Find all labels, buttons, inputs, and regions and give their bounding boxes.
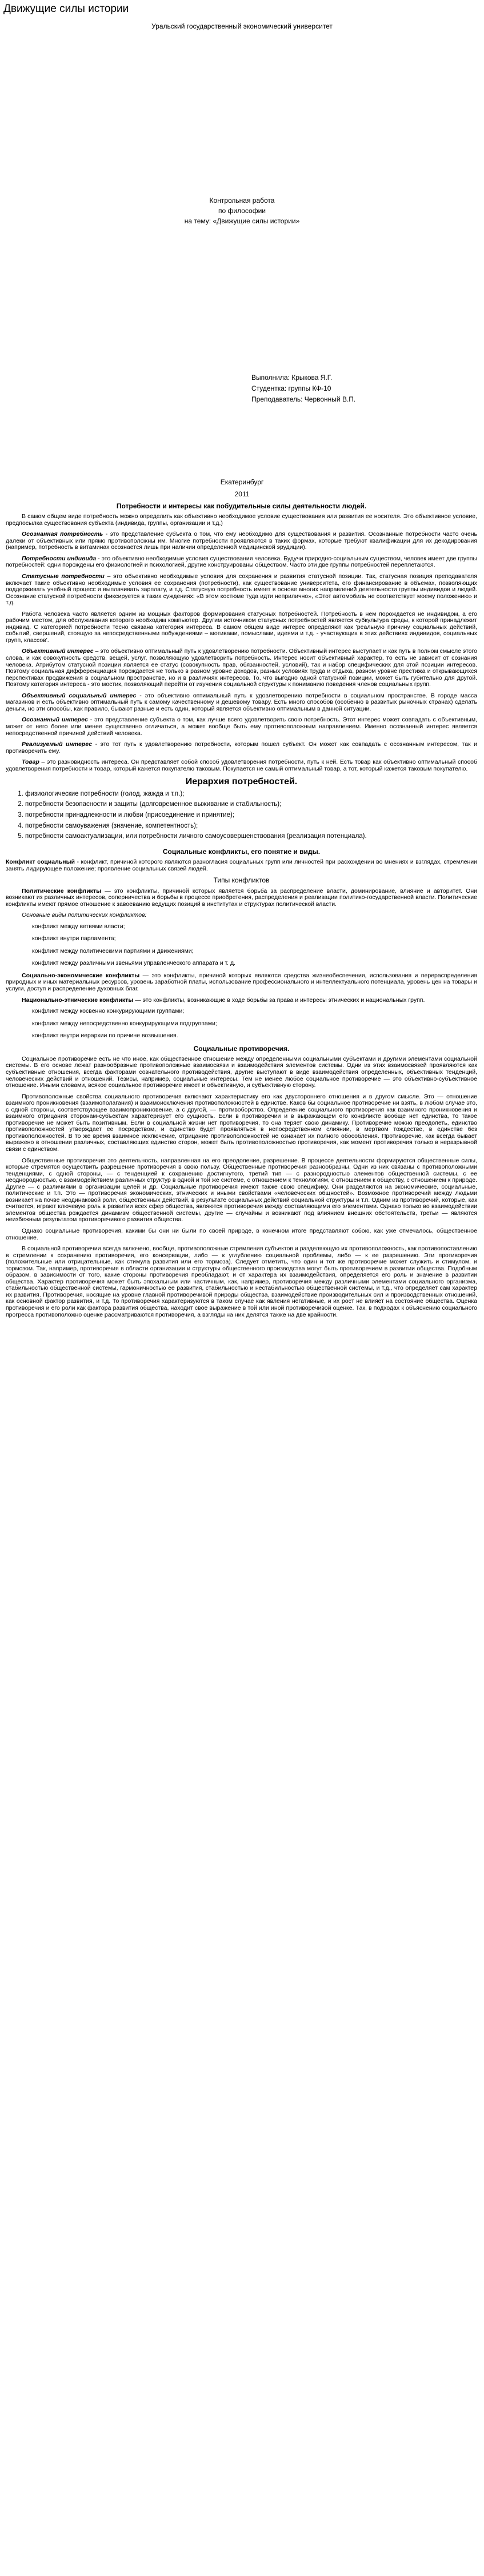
- conflict-definition-text: - конфликт, причиной которого являются разногласия социальных групп или личностей при расхождении во мнениях и взглядах, стремлении занять лидирующее положение; проявление социальных связей людей.: [6, 858, 477, 872]
- paragraph-text: - это объективно необходимые условия существования человека. Будучи природно-социальным существом, человек имеет две группы потребностей: одни порождены его физиологией и психологией, другие конструированы обществом. Часто эти две группы потребностей переплетаются.: [6, 555, 477, 569]
- conflicts-title: Социальные конфликты, его понятие и виды.: [162, 848, 321, 856]
- year-line: 2011: [234, 490, 250, 498]
- paragraph-term: Реализуемый интерес: [22, 741, 93, 748]
- ethnic-term: Национально-этнические конфликты: [22, 996, 134, 1004]
- socioeconomic-text: — это конфликты, причиной которых являются средства жизнеобеспечения, использования и перераспределения природных и иных материальных ресурсов, уровень заработной платы, использование профессионального и интеллектуального потенциала, уровень цен на товары и услуги, доступ и распределение духовных благ.: [6, 972, 478, 992]
- needs-paragraph: [6, 556, 477, 569]
- hierarchy-item: 2. потребности безопасности и защиты (долговременное выживание и стабильность);: [25, 801, 477, 808]
- paragraph-text: – это объективно оптимальный путь к удовлетворению потребности. Объективный интерес выступает и как путь в полном смысле этого слова, и как совокупность средств, вещей, услуг, позволяющую удовлетворить потребность. Интерес носит объективный характер, то есть не зависит от сознания человека. Атрибутом статусной позиции является ее статус (совокупность прав, обязанностей, условий), так и набор специфических для этой позиции интересов. Поэтому социальная дифференциация порождается не только в разном уровне доходов, разных условиях труда и отдыха, разном уровне престижа и открывающихся перспективах продвижения в социальном пространстве, но и в различиях интересов. То, что выгодно одной статусной позиции, может быть губительно для другой. Поэтому категория интереса - это мостик, позволяющий перейти от изучения социальной структуры к пониманию поведения членов социальных групп.: [6, 648, 477, 688]
- city-line: Екатеринбург: [220, 478, 264, 486]
- conflict-types-title: Типы конфликтов: [213, 876, 270, 885]
- needs-paragraph: [6, 611, 477, 644]
- signature-block: [251, 374, 469, 407]
- hierarchy-item: 5. потребности самоактуализации, или потребности личного самоусовершенствования (реализация потенциала).: [25, 833, 477, 840]
- contradiction-paragraph: Противоположные свойства социального противоречия включают характеристику его как двустороннего отношения и в другом смысле. Это — отношение взаимного проникновения (взаимополагания) и взаимоисключения противоположностей в единстве. Каков бы социальное противоречие ни взять, в любом случае это, с одной стороны, соответствующее взаимопроникновение, а с другой, — противоборство. Определение социального противоречия как взаимного проникновения и взаимного отрицания сторонам-субъектам характеризует его сущность. Если в противоречии и в выражающем его конфликте вообще нет единства, то такое противоречие не может быть позитивным. Если в социальной жизни нет противоречия, то она теряет свою динамику. Противоречие можно преодолеть, единство противоположностей утверждает ее посредством, и единство будет проявляться в непосредственном слиянии, в мертвом тождестве, в единстве без противоположностей. В то же время взаимное исключение, отрицание противоположностей не означает их полного обособления. Противоречие, как всегда бывает выражено в отношении различных, составляющих единство сторон, может быть противоположностью противоречия, как момент противоречия только в неразрывной связи с единством.: [6, 1093, 477, 1153]
- contradictions-section: [6, 1056, 477, 1318]
- needs-paragraph: [6, 741, 477, 755]
- political-form-item: конфликт внутри парламента;: [32, 935, 116, 942]
- contradiction-paragraph: Общественные противоречия это деятельность, направленная на его преодоление, разрешение. В процессе деятельности формируются общественные силы, которые стремятся осуществить разрешение противоречия в свою пользу. Общественные противоречия разнообразны. Одни из них связаны с противоположными тенденциями, с одной стороны, — с тенденцией к сохранению достигнутого, третий тип — с разнородностью элементов общественной системы, с ее неоднородностью, с взаимодействием различных структур в одной и той же системе, с отношением к технологиям, с отношением к обществу, с отношением к природе. Другие — с различиями в организации целей и др. Социальные противоречия имеют также свою специфику. Они разделяются на экономические, социальные, политические и т.п. Это — противоречия экономических, этнических и иными свойствами «человеческих общностей». Возможное противоречий между людьми возникает на почве неодинаковой роли, общественных действий, в результате социальных действий социальной структуры и т.п. Одним из противоречий, которые, как считается, играют ключевую роль в развитии всех сфер общества, являются противоречия между составляющими его элементами. Однако только во взаимодействии элементов общества рождается динамизм общественной системы, другие — случайны и возникают под влиянием внешних обстоятельств, третьи — являются неизбежным результатом противоречивого развития общества.: [6, 1157, 477, 1223]
- section-title-needs: Потребности и интересы как побудительные силы деятельности людей.: [116, 502, 367, 510]
- paragraph-term: Осознанный интерес: [22, 716, 88, 724]
- contradictions-title: Социальные противоречия.: [193, 1044, 290, 1053]
- paragraph-text: - это тот путь к удовлетворению потребности, которым пошел субъект. Он может как совпадать с осознанным интересом, так и противоречить ему.: [6, 741, 478, 755]
- ethnic-form-item: конфликт между косвенно конкурирующими группами;: [32, 1008, 185, 1015]
- hierarchy-item: 4. потребности самоуважения (значение, компетентность);: [25, 822, 477, 830]
- needs-paragraph: [6, 513, 477, 527]
- political-forms-list: [6, 924, 477, 967]
- contradiction-paragraph: Социальное противоречие есть не что иное, как общественное отношение между определенными социальными субъектами и другими элементами социальной системы. В его основе лежат разнообразные противоположные взаимосвязи и взаимодействия элементов системы. Одни из этих взаимосвязей проявляются как субъективные отношения, всегда факторами сознательного противодействия, другие выступают в виде взаимодействия определенных, объективных тенденций, человеческих действий и отношений. Тезисы, например, социальные интересы. Тем не менее любое социальное противоречие — это объективно-субъективное отношение. Иными словами, всякое социальное противоречие имеет и объективную, и субъективную сторону.: [6, 1055, 477, 1089]
- needs-paragraph: [6, 717, 477, 737]
- teacher-line: Преподаватель: Червонный В.П.: [251, 395, 356, 404]
- paragraph-term: Осознанная потребность: [22, 531, 103, 538]
- hierarchy-item: 3. потребности принадлежности и любви (присоединение и принятие);: [25, 812, 477, 819]
- political-form-item: конфликт между ветвями власти;: [32, 922, 125, 930]
- paragraph-term: Объективный социальный интерес: [22, 692, 137, 699]
- paragraph-term: Товар: [22, 759, 39, 766]
- needs-section: [6, 513, 477, 772]
- needs-paragraph: [6, 648, 477, 688]
- ethnic-paragraph: [6, 997, 477, 1004]
- hierarchy-item: 1. физиологические потребности (голод, жажда и т.п.);: [25, 791, 477, 798]
- contradiction-paragraph: В социальной противоречии всегда включено, вообще, противоположные стремления субъектов и разделяющую их противоположность, как противопоставлению в стремлении к сохранению противоречия, его консервации, либо — к углублению социальной проблемы, либо — к ее разрешению. Эти противоречия (положительные или отрицательные, как стимула развития или его тормоза). Следует отметить, что один и тот же противоречие может служить и стимулом, и тормозом. Так, например, противоречия в области организации и структуры общественного производства могут быть противоречием в развитии общества. Подобным образом, в зависимости от того, какие стороны противоречия преобладают, и от характера их взаимодействия, определяется его роль и значение в развитии общества. Характер противоречия может быть эпохальным или частичным, как, например, противоречия между различными элементами социального организма, стабильностью общественной системы, гармоничностью ее развития, стабильностью и нестабильностью общественной системы, и т.д., что определяет сам характер их развития. Противоречия, носящие на уровне главной противоречивой природы общества, взаимодействие производительных сил и производственных отношений, как основной фактор развития, и т.д. То противоречия характеризуются в таком случае как явления негативные, и их рост не влияет на состояние общества. Оценка противоречия и его роли как фактора развития общества, находит свое выражение в той или иной противоречивой оценке. Так, в подходах к объяснению социального прогресса противоположно оценке рассматриваются противоречия, а взгляды на них делятся также на две крайности.: [6, 1245, 477, 1318]
- political-text: — это конфликты, причиной которых является борьба за распределение власти, доминирование, влияние и авторитет. Они возникают из различных интересов, соперничества и борьбы в процессе приобретения, распределения и реализации политико-государственной власти. Политические конфликты имеют прямое отношение к завоеванию ведущих позиций в институтах и структурах политической власти.: [6, 887, 477, 908]
- paragraph-text: – это разновидность интереса. Он представляет собой способ удовлетворения потребности, путь к ней. Есть товар как объективно оптимальный способ удовлетворения потребности и товар, который кажется покупателю таковым. Покупается не самый оптимальный товар, а тот, который кажется таковым покупателю.: [6, 759, 477, 772]
- subject-line: по философии: [218, 207, 266, 215]
- ethnic-form-item: конфликт внутри иерархии по причине возвышения.: [32, 1032, 178, 1040]
- author-line: Выполнила: Крыкова Я.Г.: [251, 374, 333, 382]
- paragraph-text: – это объективно необходимые условия для сохранения и развития статусной позиции. Так, статусная позиция преподавателя включает такие объективно необходимые условия ее сохранения (потребности), как существование университета, его финансирование в объемах, позволяющих поддерживать учебный процесс и выплачивать зарплату, и т.д. Статусную потребность имеет в основе многих направлений деятельности группы индивидов и людей. Осознание статусной потребности фиксируется в таких суждениях: «В этом костюме туда идти неприлично», «Этот автомобиль не соответствует моему положению» и т.д.: [6, 573, 477, 607]
- hierarchy-title: Иерархия потребностей.: [185, 777, 298, 787]
- paragraph-text: - это объективно оптимальный путь к удовлетворению потребности в социальном пространстве. В городе масса магазинов и есть объективно оптимальный путь к самому качественному и дешевому товару. Есть много способов (особенно в развитых рыночных странах) сделать деньги, но эти способы, как правило, бывают разные и есть один, который является объективно оптимальным в данной ситуации.: [6, 692, 477, 712]
- ethnic-forms-list: [6, 1008, 477, 1040]
- political-forms-label: Основные виды политических конфликтов:: [22, 912, 147, 919]
- document-body: [6, 503, 477, 1323]
- political-term: Политические конфликты: [22, 887, 102, 894]
- ethnic-form-item: конфликт между непосредственно конкурирующими подгруппами;: [32, 1020, 217, 1027]
- page-title: Движущие силы истории: [3, 3, 129, 15]
- needs-paragraph: [6, 573, 477, 607]
- conflict-term: Конфликт социальный: [6, 858, 75, 866]
- political-form-item: конфликт между политическими партиями и движениями;: [32, 947, 194, 954]
- needs-paragraph: [6, 531, 477, 551]
- group-line: Студентка: группы КФ-10: [251, 384, 331, 393]
- topic-line: на тему: «Движущие силы истории»: [184, 217, 300, 225]
- ethnic-text: — это конфликты, возникающие в ходе борьбы за права и интересы этнических и национальных групп.: [133, 996, 425, 1004]
- needs-paragraph: [6, 693, 477, 713]
- work-type: Контрольная работа: [209, 196, 275, 204]
- contradiction-paragraph: Однако социальные противоречия, какими бы они ни были по своей природе, в конечном итоге представляют собою, как уже отмечалось, общественное отношение.: [6, 1227, 477, 1241]
- paragraph-term: Объективный интерес: [22, 648, 94, 655]
- socioeconomic-term: Социально-экономические конфликты: [22, 972, 140, 979]
- conflict-definition: [6, 859, 477, 872]
- paragraph-term: Потребности индивида: [22, 555, 97, 562]
- hierarchy-list: [6, 791, 477, 840]
- paragraph-text: - это представление субъекта о том, что ему необходимо для существования и развития. Осознанные потребности часто очень далеки от объективных или прямо противоположны им. Многие потребности проявляются в таких формах, которые требуют квалификации для их декодирования (например, потребность в витаминах осознается лишь при наличии определенной медицинской эрудиции).: [6, 531, 478, 551]
- paragraph-text: Работа человека часто является одним из мощных факторов формирования статусных потребностей. Потребность в нем порождается не индивидом, а его рабочим местом, для обслуживания которого необходим компьютер. Другим источником статусных потребностей является субкультура среды, к которой принадлежит индивид. С категорией потребности тесно связана категория интереса. В самом общем виде интерес определяют как 'реальную причину социальных действий, событий, свершений, стоящую за непосредственными побуждениями – мотивами, помыслами, идеями и т.д. - участвующих в этих действиях индивидов, социальных групп, классов'.: [6, 610, 477, 644]
- needs-paragraph: [6, 759, 477, 772]
- paragraph-text: - это представление субъекта о том, как лучше всего удовлетворить свою потребность. Этот интерес может совпадать с объективным, может от него более или менее существенно отличаться, а может вообще быть ему противоположным направлением. Именно осознанный интерес является непосредственной причиной действий человека.: [6, 716, 477, 737]
- political-paragraph: [6, 888, 477, 908]
- political-form-item: конфликт между различными звеньями управленческого аппарата и т. д.: [32, 960, 236, 967]
- university-name: Уральский государственный экономический университет: [151, 22, 333, 30]
- paragraph-term: Статусные потребности: [22, 573, 105, 580]
- socioeconomic-paragraph: [6, 973, 477, 993]
- paragraph-text: В самом общем виде потребность можно определить как объективно необходимое условие существования или развития ее носителя. Это объективное условие, предпосылка существования субъекта (индивида, группы, организации и т.д.): [6, 513, 477, 527]
